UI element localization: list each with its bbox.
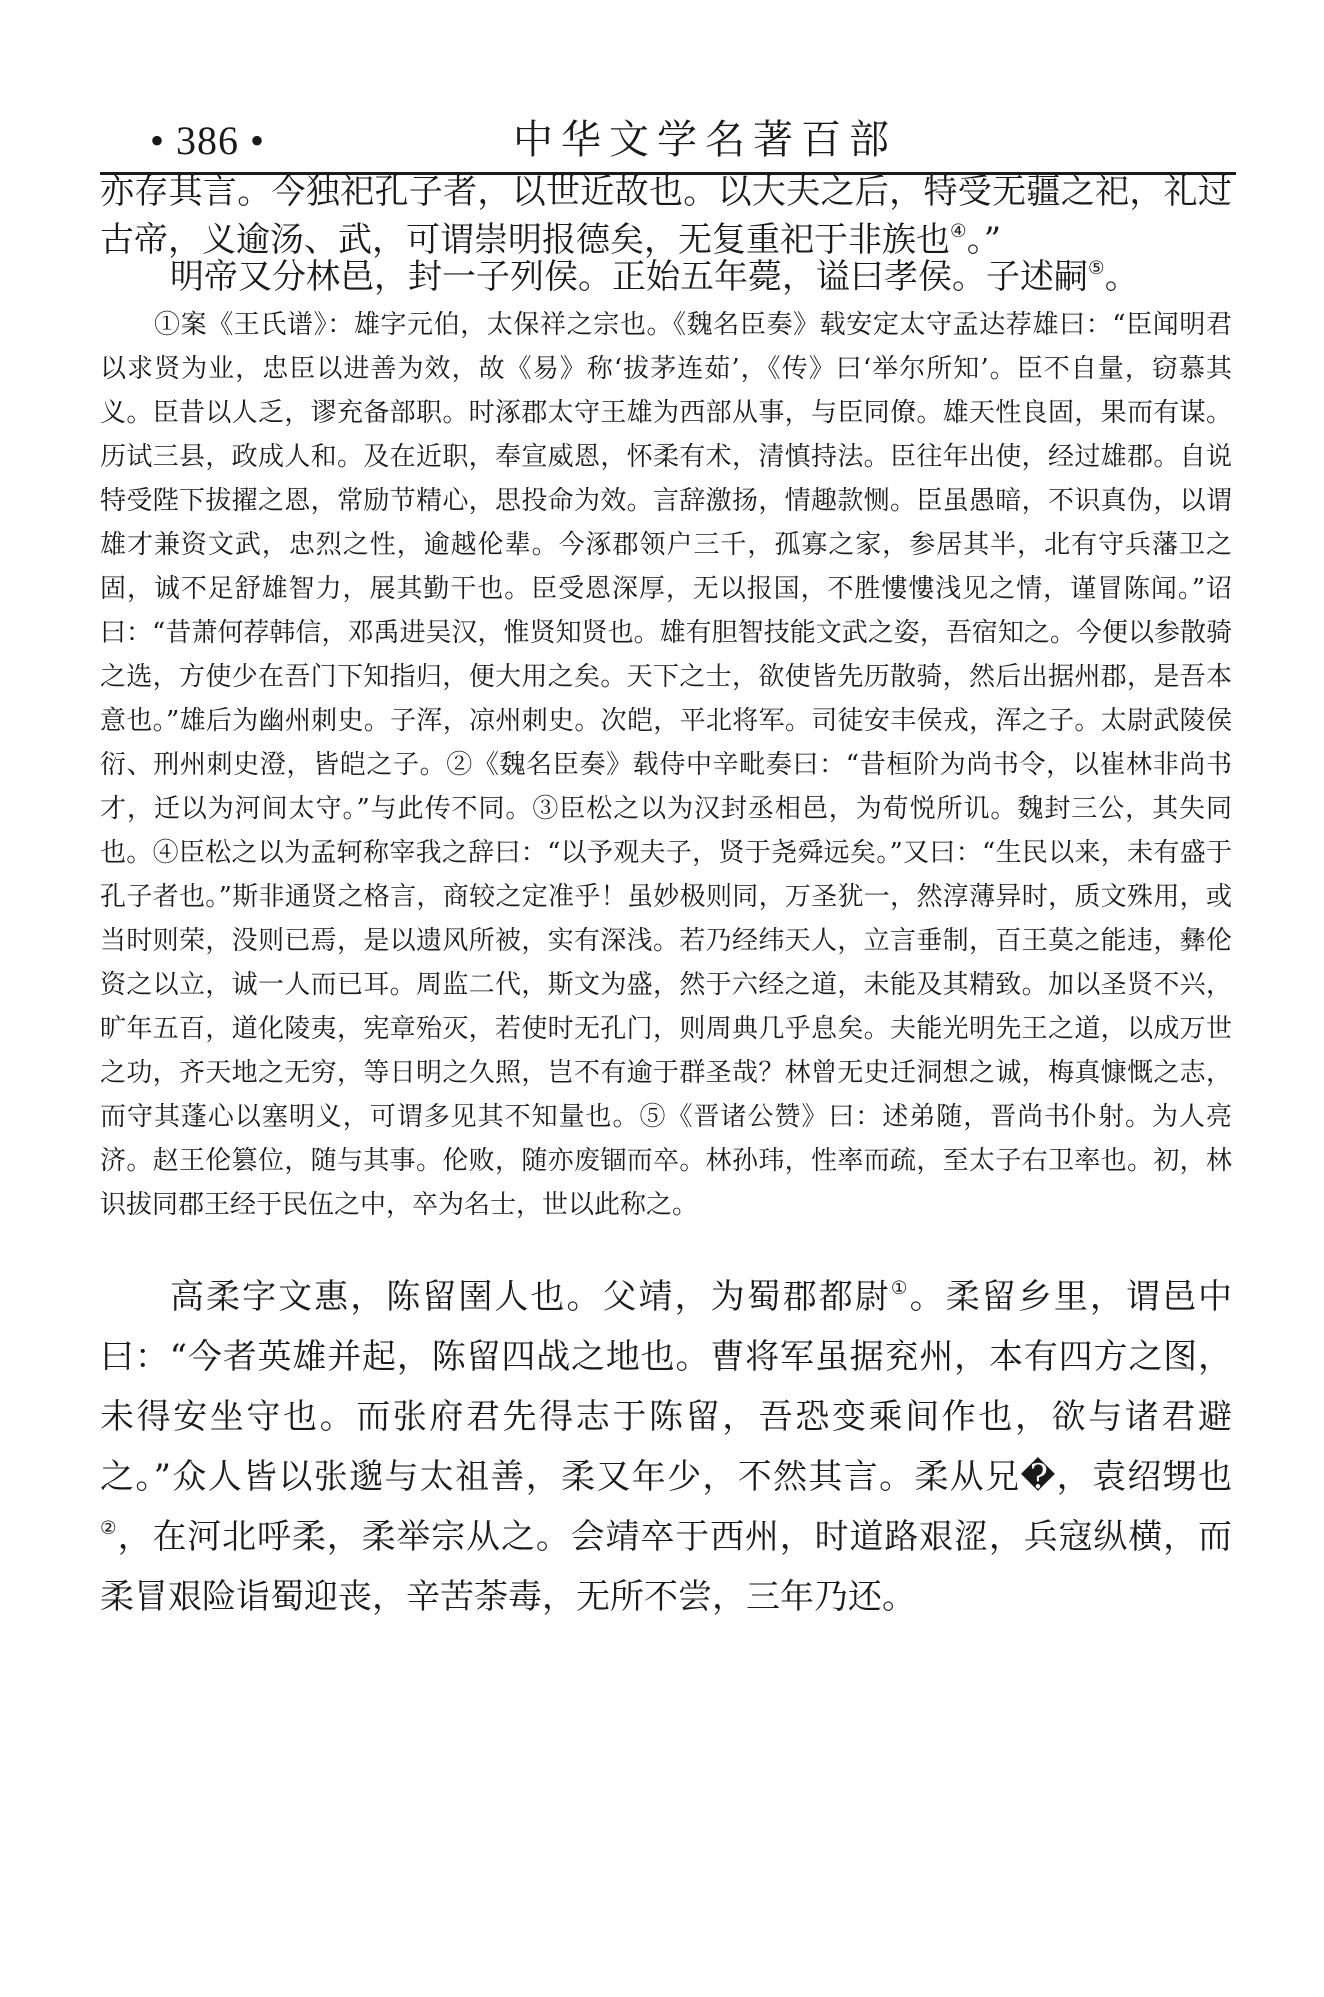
body-text: 明帝又分林邑，封一子列侯。正始五年薨，谥曰孝侯。子述嗣	[170, 257, 1088, 297]
body-text: 。柔留乡里，谓邑中曰：“今者英雄并起，陈留四战之地也。曹将军虽据兖州，本有四方之图，未得安坐守也。而张府君先得志于陈留，吾恐变乘间作也，欲与诸君避之。”众人皆以张邈与太祖善，柔又年少，不然其言。柔从兄�，袁绍甥也	[100, 1277, 1232, 1497]
body-paragraph-line: 亦存其言。今独祀孔子者，以世近故也。以大夫之后，特受无疆之祀，礼过	[100, 172, 1232, 212]
body-paragraph	[100, 248, 1232, 307]
body-text: ，在河北呼柔，柔举宗从之。会靖卒于西州，时道路艰涩，兵寇纵横，而柔冒艰险诣蜀迎丧，辛苦荼毒，无所不尝，三年乃还。	[100, 1517, 1232, 1617]
body-text: 。	[1104, 257, 1139, 297]
footnote-ref: ④	[950, 220, 967, 242]
page-number: • 386 •	[150, 118, 266, 163]
body-text: 。”	[966, 220, 1002, 260]
footnote-ref: ①	[890, 1277, 910, 1299]
annotation-block: ①案《王氏谱》：雄字元伯，太保祥之宗也。《魏名臣奏》载安定太守孟达荐雄曰：“臣闻明君以求贤为业，忠臣以进善为效，故《易》称‘拔茅连茹’，《传》曰‘举尔所知’。臣不自量，窃慕其义。臣昔以人乏，谬充备部职。时涿郡太守王雄为西部从事，与臣同僚。雄天性良固，果而有谋。历试三县，政成人和。及在近职，奉宣威恩，怀柔有术，清慎持法。臣往年出使，经过雄郡。自说特受陛下拔擢之恩，常励节精心，思投命为效。言辞激扬，情趣款恻。臣虽愚暗，不识真伪，以谓雄才兼资文武，忠烈之性，逾越伦辈。今涿郡领户三千，孤寡之家，参居其半，北有守兵藩卫之固，诚不足舒雄智力，展其勤干也。臣受恩深厚，无以报国，不胜慺慺浅见之情，谨冒陈闻。”诏曰：“昔萧何荐韩信，邓禹进吴汉，惟贤知贤也。雄有胆智技能文武之姿，吾宿知之。今便以参散骑之选，方使少在吾门下知指归，便大用之矣。天下之士，欲使皆先历散骑，然后出据州郡，是吾本意也。”雄后为幽州刺史。子浑，凉州刺史。次皑，平北将军。司徒安丰侯戎，浑之子。太尉武陵侯衍、刑州刺史澄，皆皑之子。②《魏名臣奏》载侍中辛毗奏曰：“昔桓阶为尚书令，以崔林非尚书才，迁以为河间太守。”与此传不同。③臣松之以为汉封丞相邑，为荀悦所讥。魏封三公，其失同也。④臣松之以为孟轲称宰我之辞曰：“以予观夫子，贤于尧舜远矣。”又曰：“生民以来，未有盛于孔子者也。”斯非通贤之格言，商较之定准乎！虽妙极则同，万圣犹一，然淳薄异时，质文殊用，或当时则荣，没则已焉，是以遗风所被，实有深浅。若乃经纬天人，立言垂制，百王莫之能违，彝伦资之以立，诚一人而已耳。周监二代，斯文为盛，然于六经之道，未能及其精致。加以圣贤不兴，旷年五百，道化陵夷，宪章殆灭，若使时无孔门，则周典几乎息矣。夫能光明先王之道，以成万世之功，齐天地之无穷，等日明之久照，岂不有逾于群圣哉？林曾无史迁洞想之诚，梅真慷慨之志，而守其蓬心以塞明义，可谓多见其不知量也。⑤《晋诸公赞》曰：述弟随，晋尚书仆射。为人亮济。赵王伦篡位，随与其事。伦败，随亦废锢而卒。林孙玮，性率而疏，至太子右卫率也。初，林识拔同郡王经于民伍之中，卒为名士，世以此称之。	[100, 310, 1232, 1220]
body-text: 古帝，义逾汤、武，可谓崇明报德矣，无复重祀于非族也	[100, 220, 950, 260]
footnote-ref: ⑤	[1088, 257, 1105, 279]
body-paragraph	[100, 1267, 1232, 1627]
footnote-ref: ②	[100, 1517, 118, 1539]
body-text: 高柔字文惠，陈留圉人也。父靖，为蜀郡都尉	[170, 1277, 891, 1317]
book-title: 中华文学名著百部	[513, 117, 897, 163]
